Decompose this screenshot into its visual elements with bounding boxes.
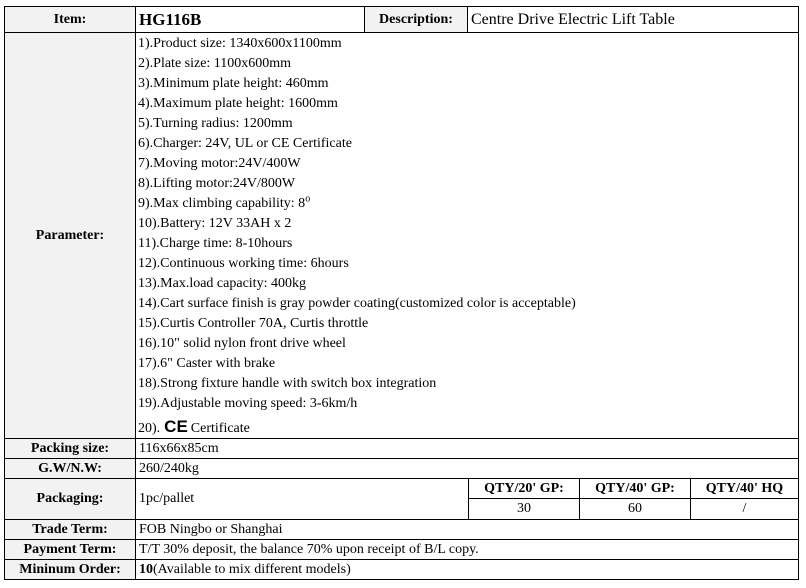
parameter-line-ce xyxy=(138,414,798,438)
parameter-line: 17).6" Caster with brake xyxy=(138,356,276,371)
parameter-line: 4).Maximum plate height: 1600mm xyxy=(138,96,338,111)
parameter-line: 1).Product size: 1340x600x1100mm xyxy=(138,36,342,51)
parameter-line: 9).Max climbing capability: 8 xyxy=(138,196,306,211)
parameter-line: 3).Minimum plate height: 460mm xyxy=(138,76,329,91)
packing-size-value: 116x66x85cm xyxy=(136,439,798,459)
parameter-line: 14).Cart surface finish is gray powder coating(customized color is acceptable) xyxy=(138,296,576,311)
parameter-line: 16).10" solid nylon front drive wheel xyxy=(138,336,346,351)
payment-term-value: T/T 30% deposit, the balance 70% upon receipt of B/L copy. xyxy=(136,540,798,560)
parameter-line: 7).Moving motor:24V/400W xyxy=(138,156,301,171)
description-value: Centre Drive Electric Lift Table xyxy=(468,7,798,33)
packaging-value: 1pc/pallet xyxy=(136,479,469,520)
ce-line-suffix: Certificate xyxy=(190,421,250,436)
payment-term-label: Payment Term: xyxy=(5,540,136,560)
parameter-line: 13).Max.load capacity: 400kg xyxy=(138,276,306,291)
parameter-line: 10).Battery: 12V 33AH x 2 xyxy=(138,216,292,231)
ce-mark: CE xyxy=(164,417,188,436)
ce-line-prefix: 20). xyxy=(138,421,161,436)
spec-sheet-table xyxy=(4,6,799,580)
item-value: HG116B xyxy=(136,7,365,33)
packaging-label: Packaging: xyxy=(5,479,136,520)
parameter-line-climbing xyxy=(138,194,798,214)
weight-label: G.W/N.W: xyxy=(5,459,136,479)
qty-40gp-value: 60 xyxy=(580,499,691,520)
parameter-line: 5).Turning radius: 1200mm xyxy=(138,116,293,131)
packing-size-label: Packing size: xyxy=(5,439,136,459)
min-order-quantity: 10 xyxy=(139,561,153,577)
parameter-label: Parameter: xyxy=(5,33,136,439)
item-label: Item: xyxy=(5,7,136,33)
qty-20gp-header: QTY/20' GP: xyxy=(469,479,580,499)
parameter-list xyxy=(136,33,798,439)
parameter-line: 12).Continuous working time: 6hours xyxy=(138,256,349,271)
qty-40gp-header: QTY/40' GP: xyxy=(580,479,691,499)
parameter-line: 15).Curtis Controller 70A, Curtis throttle xyxy=(138,316,369,331)
parameter-line: 18).Strong fixture handle with switch box integration xyxy=(138,376,437,391)
parameter-line: 19).Adjustable moving speed: 3-6km/h xyxy=(138,396,358,411)
min-order-value xyxy=(136,560,798,579)
parameter-line: 8).Lifting motor:24V/800W xyxy=(138,176,296,191)
trade-term-label: Trade Term: xyxy=(5,520,136,540)
trade-term-value: FOB Ningbo or Shanghai xyxy=(136,520,798,540)
weight-value: 260/240kg xyxy=(136,459,798,479)
qty-20gp-value: 30 xyxy=(469,499,580,520)
parameter-line: 6).Charger: 24V, UL or CE Certificate xyxy=(138,136,352,151)
qty-40hq-header: QTY/40' HQ xyxy=(691,479,798,499)
parameter-line: 2).Plate size: 1100x600mm xyxy=(138,56,292,71)
degree-mark: o xyxy=(305,193,311,205)
min-order-note: (Available to mix different models) xyxy=(153,561,351,577)
parameter-line: 11).Charge time: 8-10hours xyxy=(138,236,293,251)
description-label: Description: xyxy=(365,7,468,33)
qty-40hq-value: / xyxy=(691,499,798,520)
min-order-label: Mininum Order: xyxy=(5,560,136,579)
